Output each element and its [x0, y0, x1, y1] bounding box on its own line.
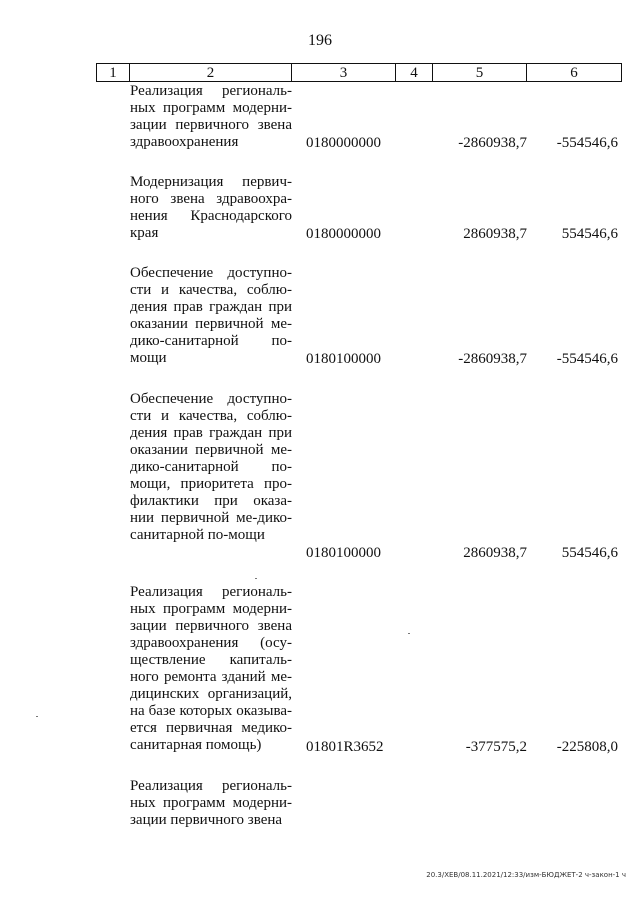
column-header-3: 3 — [292, 64, 396, 81]
row-code: 01801R3652 — [306, 739, 384, 755]
row-value-col5: -2860938,7 — [458, 351, 527, 367]
row-value-col6: -554546,6 — [556, 135, 618, 151]
row-value-col6: -225808,0 — [556, 739, 618, 755]
row-description: Модернизация первич-ного звена здравоохра-нения Краснодарского края — [130, 174, 292, 241]
row-description: Обеспечение доступно-сти и качества, соблю-дения прав граждан при оказании первичной ме-дико-санитарной по-мощи, приоритета про-филактики при оказа-нии первичной ме-дико-санитарной по-мощи — [130, 391, 292, 543]
column-header-6: 6 — [570, 65, 578, 81]
scan-speck — [255, 578, 257, 579]
row-value-col5: 2860938,7 — [463, 226, 527, 242]
column-header-2: 2 — [130, 64, 292, 81]
row-description: Обеспечение доступно-сти и качества, соблю-дения прав граждан при оказании первичной ме-дико-санитарной по-мощи — [130, 265, 292, 366]
row-value-col6: 554546,6 — [561, 545, 618, 561]
row-value-col5: 2860938,7 — [463, 545, 527, 561]
row-code: 0180100000 — [306, 545, 381, 561]
document-footer-code: 20.3/ХЕВ/08.11.2021/12:33/изм-БЮДЖЕТ-2 ч-закон-1 ч — [426, 871, 626, 879]
row-code: 0180100000 — [306, 351, 381, 367]
table-header-row — [96, 63, 622, 82]
row-description: Реализация региональ-ных программ модерни-зации первичного звена здравоохранения (осу-ществление капиталь-ного ремонта зданий ме-дицинских организаций, на базе которых оказыва-ется первичная медико-санитарная помощь) — [130, 584, 292, 753]
column-header-1: 1 — [97, 64, 130, 81]
row-value-col6: 554546,6 — [561, 226, 618, 242]
row-description: Реализация региональ-ных программ модерни-зации первичного звена — [130, 778, 292, 828]
column-header-5: 5 — [433, 64, 527, 81]
row-description: Реализация региональ-ных программ модерни-зации первичного звена здравоохранения — [130, 83, 292, 150]
column-header-4: 4 — [396, 64, 433, 81]
row-code: 0180000000 — [306, 226, 381, 242]
row-value-col5: -2860938,7 — [458, 135, 527, 151]
row-code: 0180000000 — [306, 135, 381, 151]
page-number: 196 — [308, 32, 332, 49]
row-value-col5: -377575,2 — [465, 739, 527, 755]
row-value-col6: -554546,6 — [556, 351, 618, 367]
scan-speck — [408, 633, 410, 634]
scan-speck — [36, 716, 38, 717]
